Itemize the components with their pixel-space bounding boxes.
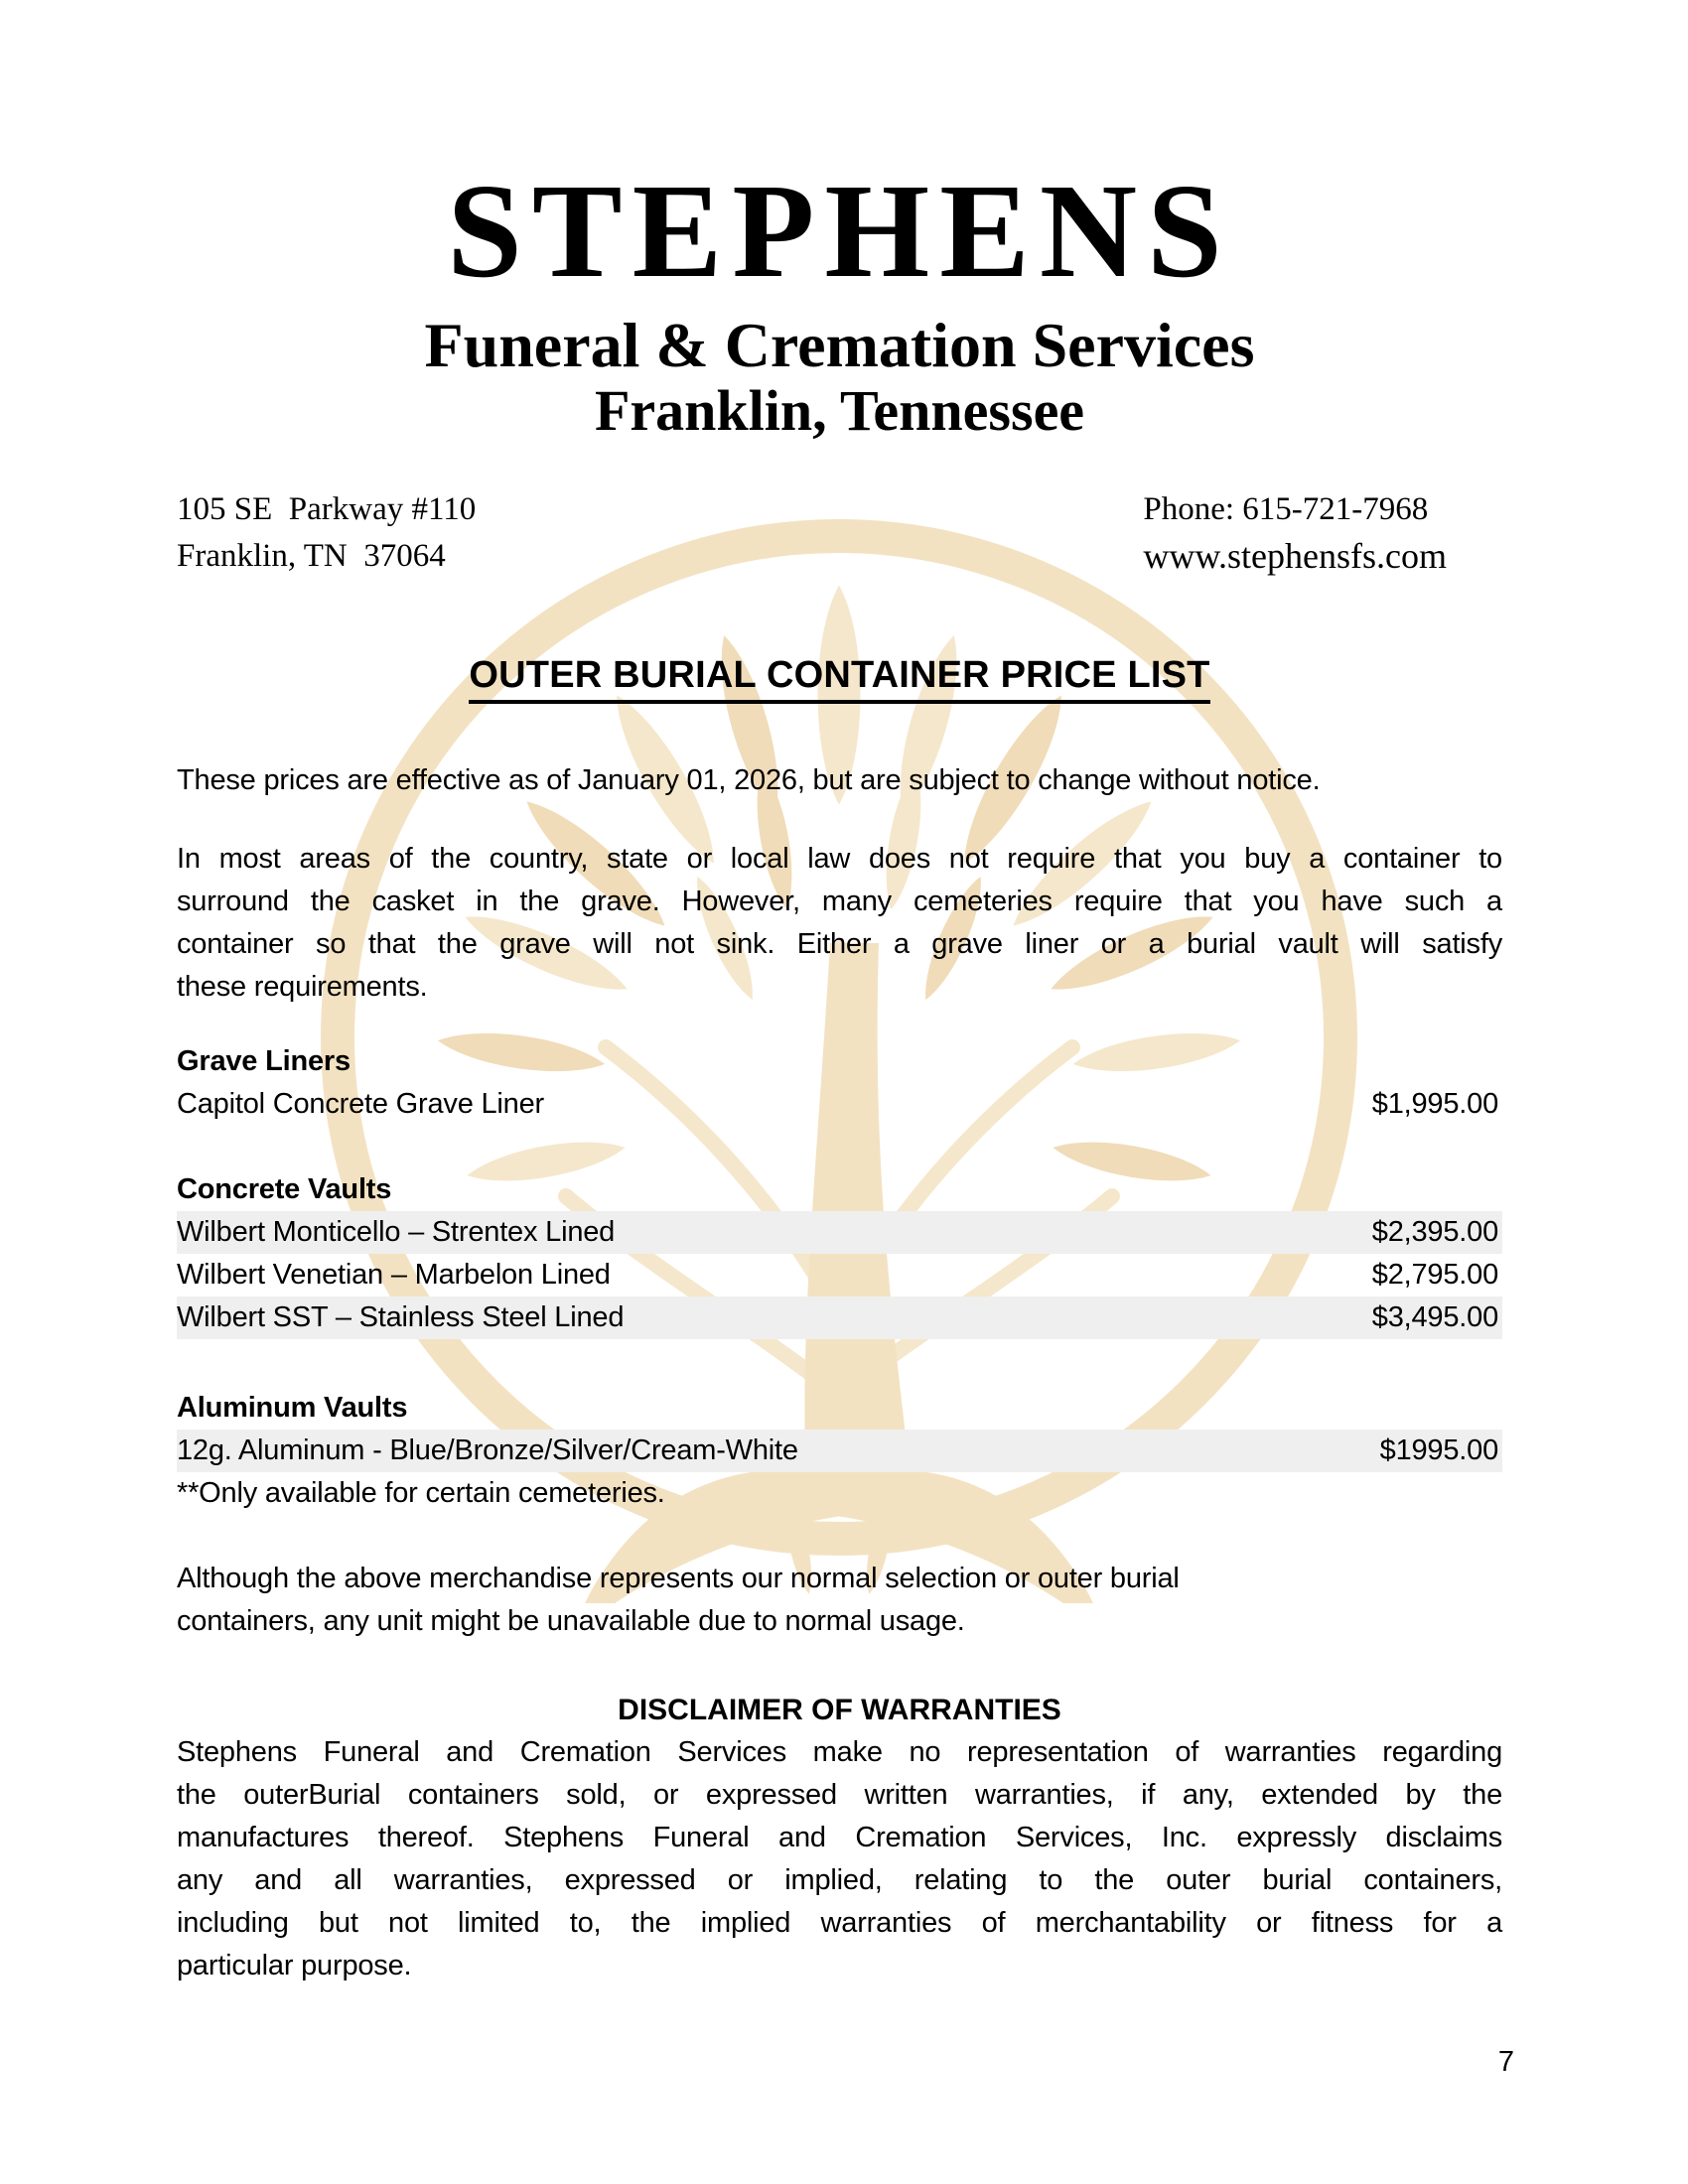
availability-line: Although the above merchandise represents our normal selection or outer burial <box>177 1563 1180 1594</box>
section-heading: Aluminum Vaults <box>177 1392 408 1424</box>
disclaimer-line: Stephens Funeral and Cremation Services make no representation of warranties regarding <box>177 1736 1502 1768</box>
item-price: $3,495.00 <box>1371 1301 1498 1333</box>
intro-paragraph <box>177 838 1502 1009</box>
item-price: $1,995.00 <box>1371 1088 1498 1120</box>
item-name: Wilbert Monticello – Strentex Lined <box>177 1216 616 1248</box>
section-heading: Concrete Vaults <box>177 1173 392 1205</box>
availability-line: containers, any unit might be unavailable due to normal usage. <box>177 1605 965 1637</box>
intro-line: these requirements. <box>177 971 428 1003</box>
address-line-2: Franklin, TN 37064 <box>177 538 446 574</box>
item-price: $2,795.00 <box>1371 1259 1498 1291</box>
disclaimer-line: including but not limited to, the implied warranties of merchantability or fitness for a <box>177 1907 1502 1939</box>
page-number: 7 <box>1497 2046 1514 2078</box>
phone-number: Phone: 615-721-7968 <box>1143 491 1429 527</box>
address-block <box>177 486 476 580</box>
section-note: **Only available for certain cemeteries. <box>177 1477 665 1509</box>
price-row <box>177 1211 1502 1254</box>
brand-tagline: Funeral & Cremation Services <box>424 310 1255 380</box>
intro-line: surround the casket in the grave. However, many cemeteries require that you have such a <box>177 886 1502 917</box>
disclaimer-line: manufactures thereof. Stephens Funeral and Cremation Services, Inc. expressly disclaims <box>177 1822 1502 1853</box>
brand-name: STEPHENS <box>447 157 1232 306</box>
website-url: www.stephensfs.com <box>1143 536 1447 576</box>
item-price: $2,395.00 <box>1371 1216 1498 1248</box>
contact-block <box>177 486 1502 580</box>
availability-note <box>177 1558 1502 1643</box>
item-name: Capitol Concrete Grave Liner <box>177 1088 544 1120</box>
section-heading: Grave Liners <box>177 1045 351 1077</box>
page-title: OUTER BURIAL CONTAINER PRICE LIST <box>469 653 1209 704</box>
effective-date-note: These prices are effective as of January 01, 2026, but are subject to change without notice. <box>177 764 1321 796</box>
address-line-1: 105 SE Parkway #110 <box>177 491 477 527</box>
item-name: 12g. Aluminum - Blue/Bronze/Silver/Cream-White <box>177 1434 798 1466</box>
section-concrete-vaults <box>177 1168 1502 1339</box>
price-row <box>177 1254 1502 1297</box>
price-row <box>177 1430 1502 1472</box>
disclaimer-line: the outerBurial containers sold, or expressed written warranties, if any, extended by the <box>177 1779 1502 1811</box>
price-row <box>177 1297 1502 1339</box>
disclaimer-paragraph <box>177 1731 1502 1987</box>
disclaimer-line: any and all warranties, expressed or implied, relating to the outer burial containers, <box>177 1864 1502 1896</box>
disclaimer-heading: DISCLAIMER OF WARRANTIES <box>618 1694 1061 1726</box>
section-aluminum-vaults <box>177 1387 1502 1515</box>
price-row <box>177 1083 1502 1126</box>
item-name: Wilbert SST – Stainless Steel Lined <box>177 1301 625 1333</box>
section-grave-liners <box>177 1040 1502 1126</box>
item-name: Wilbert Venetian – Marbelon Lined <box>177 1259 611 1291</box>
disclaimer-line: particular purpose. <box>177 1950 412 1981</box>
page-title-wrap <box>177 653 1502 704</box>
intro-line: In most areas of the country, state or local law does not require that you buy a container to <box>177 843 1502 875</box>
phone-web-block <box>1143 486 1447 580</box>
intro-line: container so that the grave will not sink. Either a grave liner or a burial vault will satisfy <box>177 928 1502 960</box>
brand-location: Franklin, Tennessee <box>594 378 1085 443</box>
item-price: $1995.00 <box>1379 1434 1498 1466</box>
